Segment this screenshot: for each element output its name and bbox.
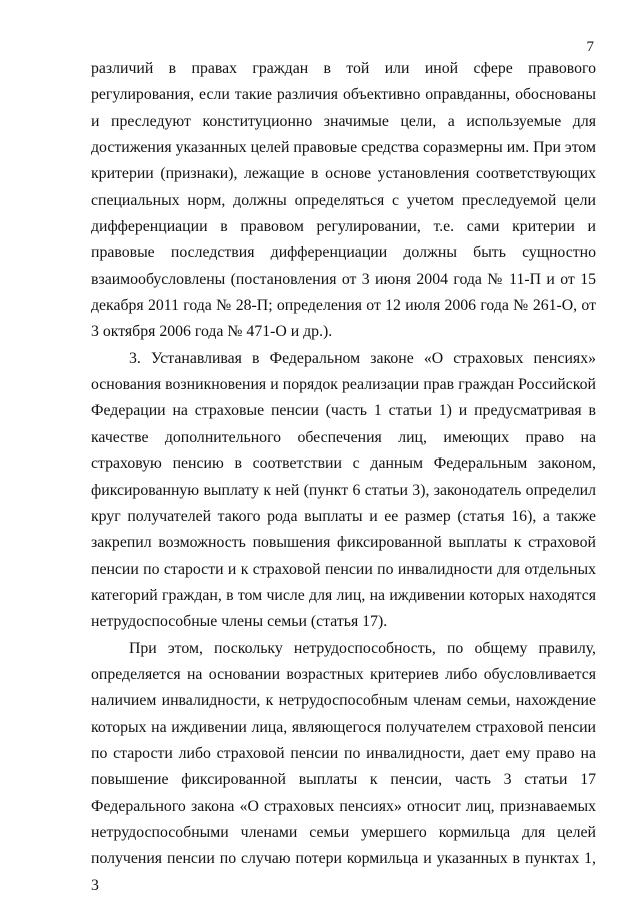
paragraph-continuation: различий в правах граждан в той или иной сфере правового регулирования, если такие различия объективно оправданны, обоснованы и преследуют конституционно значимые цели, а используемые для достижения указанных целей правовые средства соразмерны им. При этом критерии (признаки), лежащие в основе установления соответствующих специальных норм, должны определяться с учетом преследуемой цели дифференциации в правовом регулировании, т.е. сами критерии и правовые последствия дифференциации должны быть сущностно взаимообусловлены (постановления от 3 июня 2004 года № 11-П и от 15 декабря 2011 года № 28-П; определения от 12 июля 2006 года № 261-О, от 3 октября 2006 года № 471-О и др.). xyxy=(91,60,596,341)
paragraph-section-3: 3. Устанавливая в Федеральном законе «О страховых пенсиях» основания возникновения и порядок реализации прав граждан Российской Федерации на страховые пенсии (часть 1 статьи 1) и предусматривая в качестве дополнительного обеспечения лиц, имеющих право на страховую пенсию в соответствии с данным Федеральным законом, фиксированную выплату к ней (пункт 6 статьи 3), законодатель определил круг получателей такого рода выплаты и ее размер (статья 16), а также закрепил возможность повышения фиксированной выплаты к страховой пенсии по старости и к страховой пенсии по инвалидности для отдельных категорий граждан, в том числе для лиц, на иждивении которых находятся нетрудоспособные члены семьи (статья 17). xyxy=(91,349,596,631)
page-number: 7 xyxy=(586,39,594,55)
paragraph-disability-criteria: При этом, поскольку нетрудоспособность, по общему правилу, определяется на основании возрастных критериев либо обусловливается наличием инвалидности, к нетрудоспособным членам семьи, нахождение которых на иждивении лица, являющегося получателем страховой пенсии по старости либо страховой пенсии по инвалидности, дает ему право на повышение фиксированной выплаты к пенсии, часть 3 статьи 17 Федерального закона «О страховых пенсиях» относит лиц, признаваемых нетрудоспособными членами семьи умершего кормильца для целей получения пенсии по случаю потери кормильца и указанных в пунктах 1, 3 xyxy=(91,639,596,894)
document-text xyxy=(91,56,596,899)
